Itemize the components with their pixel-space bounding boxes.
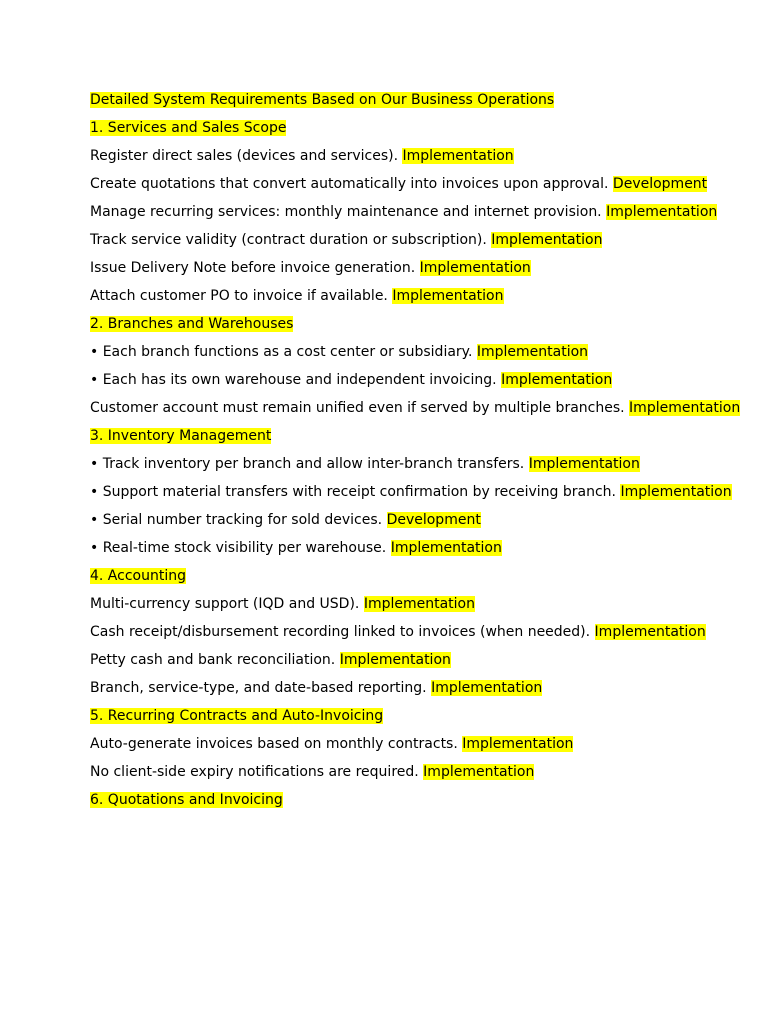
requirement-text: • Support material transfers with receipt confirmation by receiving branch. — [90, 484, 621, 500]
status-tag: Development — [386, 512, 481, 528]
requirement-text: • Serial number tracking for sold devices. — [90, 512, 387, 528]
section-heading — [90, 567, 750, 585]
requirement-text: Auto-generate invoices based on monthly contracts. — [90, 736, 463, 752]
requirement-item — [90, 511, 750, 529]
requirement-text: Register direct sales (devices and services). — [90, 148, 403, 164]
requirement-item — [90, 595, 750, 613]
status-tag: Implementation — [392, 288, 504, 304]
requirement-item — [90, 175, 750, 193]
requirement-text: Multi-currency support (IQD and USD). — [90, 596, 364, 612]
requirement-item — [90, 539, 750, 557]
requirement-item — [90, 147, 750, 165]
status-tag: Implementation — [462, 736, 574, 752]
section-heading — [90, 315, 750, 333]
status-tag: Development — [612, 176, 708, 192]
requirement-item — [90, 623, 750, 641]
document-title — [90, 91, 750, 109]
requirement-item — [90, 651, 750, 669]
section-heading — [90, 707, 750, 725]
requirement-text: Create quotations that convert automatically into invoices upon approval. — [90, 176, 613, 192]
section-heading-text: 6. Quotations and Invoicing — [90, 792, 283, 808]
status-tag: Implementation — [476, 344, 589, 360]
section-heading-text: 4. Accounting — [90, 568, 186, 584]
section-heading — [90, 427, 750, 445]
section-heading-text: 2. Branches and Warehouses — [90, 316, 294, 332]
requirement-item — [90, 455, 750, 473]
status-tag: Implementation — [339, 652, 451, 668]
status-tag: Implementation — [629, 400, 741, 416]
requirement-text: Cash receipt/disbursement recording linked to invoices (when needed). — [90, 624, 595, 640]
paragraph-list — [90, 119, 750, 809]
status-tag: Implementation — [528, 456, 640, 472]
requirement-text: • Each branch functions as a cost center or subsidiary. — [90, 344, 477, 360]
requirement-item — [90, 735, 750, 753]
requirement-item — [90, 763, 750, 781]
requirement-text: No client-side expiry notifications are required. — [90, 764, 424, 780]
section-heading — [90, 791, 750, 809]
section-heading-text: 3. Inventory Management — [90, 428, 272, 444]
status-tag: Implementation — [501, 372, 613, 388]
status-tag: Implementation — [431, 680, 543, 696]
status-tag: Implementation — [594, 624, 706, 640]
requirement-item — [90, 679, 750, 697]
status-tag: Implementation — [620, 484, 732, 500]
section-heading — [90, 119, 750, 137]
requirement-item — [90, 231, 750, 249]
requirement-item — [90, 483, 750, 501]
requirement-text: Track service validity (contract duration or subscription). — [90, 232, 492, 248]
requirement-text: Petty cash and bank reconciliation. — [90, 652, 340, 668]
requirement-item — [90, 399, 750, 417]
requirement-text: Issue Delivery Note before invoice generation. — [90, 260, 420, 276]
requirement-item — [90, 259, 750, 277]
requirement-text: • Each has its own warehouse and independent invoicing. — [90, 372, 502, 388]
document-title-text: Detailed System Requirements Based on Our Business Operations — [90, 92, 555, 108]
requirement-item — [90, 371, 750, 389]
requirement-item — [90, 343, 750, 361]
section-heading-text: 1. Services and Sales Scope — [90, 120, 287, 136]
requirement-text: • Real-time stock visibility per warehouse. — [90, 540, 391, 556]
status-tag: Implementation — [419, 260, 531, 276]
requirement-item — [90, 287, 750, 305]
requirement-item — [90, 203, 750, 221]
document-body — [90, 91, 750, 819]
requirement-text: Customer account must remain unified even if served by multiple branches. — [90, 400, 630, 416]
status-tag: Implementation — [402, 148, 514, 164]
section-heading-text: 5. Recurring Contracts and Auto-Invoicing — [90, 708, 384, 724]
status-tag: Implementation — [606, 204, 718, 220]
status-tag: Implementation — [363, 596, 475, 612]
status-tag: Implementation — [491, 232, 603, 248]
status-tag: Implementation — [423, 764, 535, 780]
requirement-text: Manage recurring services: monthly maintenance and internet provision. — [90, 204, 607, 220]
requirement-text: Attach customer PO to invoice if available. — [90, 288, 393, 304]
requirement-text: • Track inventory per branch and allow inter-branch transfers. — [90, 456, 529, 472]
status-tag: Implementation — [390, 540, 502, 556]
requirement-text: Branch, service-type, and date-based reporting. — [90, 680, 432, 696]
